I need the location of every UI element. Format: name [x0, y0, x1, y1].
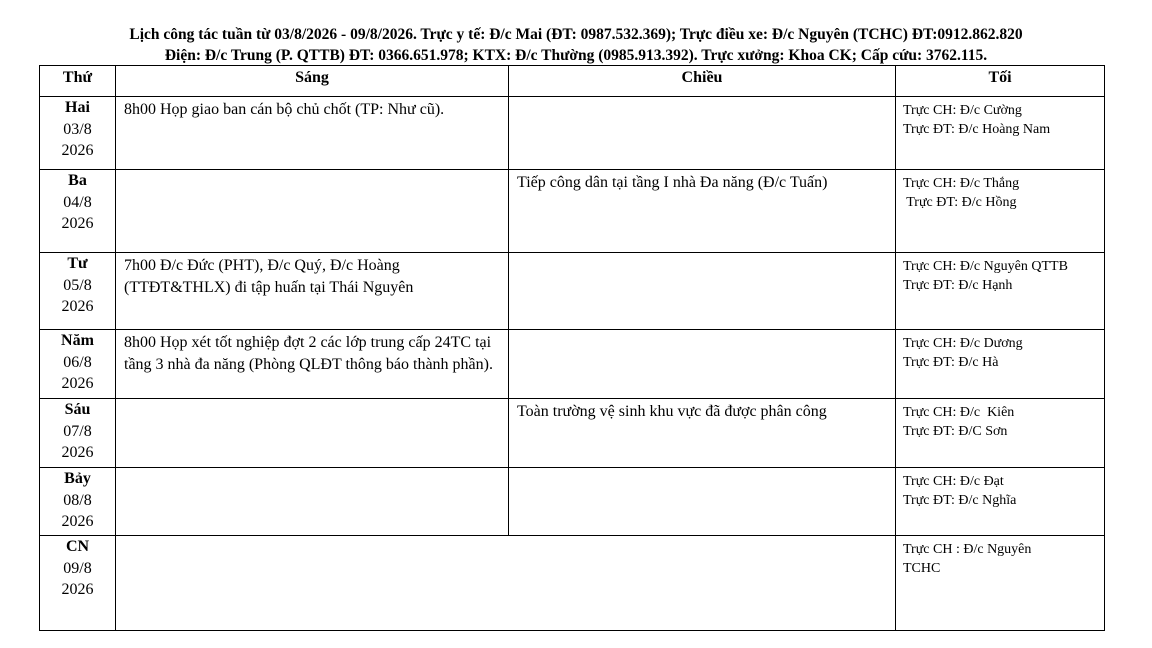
day-name: Ba — [68, 172, 87, 189]
morning-cell — [116, 399, 509, 468]
table-row — [40, 253, 1105, 330]
day-date: 07/8 — [63, 422, 92, 440]
evening-cell — [896, 468, 1105, 536]
evening-duty-command: Trực CH : Đ/c Nguyên — [903, 542, 1032, 557]
day-year: 2026 — [61, 215, 94, 232]
table-header-row — [40, 66, 1105, 97]
day-date: 05/8 — [63, 276, 92, 294]
table-row — [40, 399, 1105, 468]
day-date: 06/8 — [63, 353, 92, 371]
afternoon-cell — [509, 330, 896, 399]
column-header-day: Thứ — [40, 66, 116, 97]
afternoon-cell — [509, 253, 896, 330]
weekly-schedule-table — [39, 65, 1105, 631]
day-date: 09/8 — [63, 559, 92, 577]
day-date: 03/8 — [63, 120, 92, 138]
day-cell — [40, 399, 116, 468]
table-row — [40, 97, 1105, 170]
evening-cell — [896, 253, 1105, 330]
day-cell — [40, 97, 116, 170]
morning-afternoon-merged-cell — [116, 536, 896, 631]
morning-cell: 7h00 Đ/c Đức (PHT), Đ/c Quý, Đ/c Hoàng (TTĐT&THLX) đi tập huấn tại Thái Nguyên — [116, 253, 509, 330]
day-cell — [40, 468, 116, 536]
afternoon-cell: Tiếp công dân tại tầng I nhà Đa năng (Đ/c Tuấn) — [509, 170, 896, 253]
morning-cell: 8h00 Họp xét tốt nghiệp đợt 2 các lớp trung cấp 24TC tại tầng 3 nhà đa năng (Phòng QLĐT thông báo thành phần). — [116, 330, 509, 399]
table-row — [40, 536, 1105, 631]
evening-cell — [896, 330, 1105, 399]
column-header-morning: Sáng — [116, 66, 509, 97]
evening-duty-command: Trực CH: Đ/c Đạt — [903, 474, 1004, 489]
day-name: Năm — [61, 332, 94, 349]
day-year: 2026 — [61, 375, 94, 392]
table-row — [40, 170, 1105, 253]
column-header-evening: Tối — [896, 66, 1105, 97]
table-row — [40, 330, 1105, 399]
day-date: 08/8 — [63, 491, 92, 509]
afternoon-cell — [509, 468, 896, 536]
evening-duty-phone: Trực ĐT: Đ/c Hà — [903, 355, 999, 370]
evening-duty-phone: Trực ĐT: Đ/c Hồng — [903, 195, 1017, 210]
evening-duty-phone: Trực ĐT: Đ/C Sơn — [903, 424, 1008, 439]
evening-duty-phone: Trực ĐT: Đ/c Nghĩa — [903, 493, 1017, 508]
day-name: CN — [65, 538, 90, 555]
evening-cell — [896, 170, 1105, 253]
day-name: Sáu — [64, 401, 91, 418]
header-line-1: Lịch công tác tuần từ 03/8/2026 - 09/8/2026. Trực y tế: Đ/c Mai (ĐT: 0987.532.369); Trực điều xe: Đ/c Nguyên (TCHC) ĐT:0912.862.820 — [129, 26, 1023, 43]
day-year: 2026 — [61, 513, 94, 530]
day-name: Bảy — [64, 470, 91, 487]
day-date: 04/8 — [63, 193, 92, 211]
day-cell — [40, 253, 116, 330]
day-year: 2026 — [61, 142, 94, 159]
day-cell — [40, 330, 116, 399]
day-year: 2026 — [61, 298, 94, 315]
day-year: 2026 — [61, 444, 94, 461]
evening-duty-command: Trực CH: Đ/c Kiên — [903, 405, 1015, 420]
day-cell — [40, 536, 116, 631]
table-row — [40, 468, 1105, 536]
evening-cell — [896, 536, 1105, 631]
morning-cell — [116, 468, 509, 536]
evening-duty-command: Trực CH: Đ/c Cường — [903, 103, 1022, 118]
header-line-2: Điện: Đ/c Trung (P. QTTB) ĐT: 0366.651.978; KTX: Đ/c Thường (0985.913.392). Trực xưởng: Khoa CK; Cấp cứu: 3762.115. — [164, 47, 988, 64]
schedule-header — [0, 24, 1152, 66]
morning-cell: 8h00 Họp giao ban cán bộ chủ chốt (TP: Như cũ). — [116, 97, 509, 170]
column-header-afternoon: Chiều — [509, 66, 896, 97]
evening-cell — [896, 97, 1105, 170]
day-name: Tư — [67, 255, 88, 272]
evening-duty-phone: TCHC — [903, 561, 941, 576]
evening-cell — [896, 399, 1105, 468]
evening-duty-command: Trực CH: Đ/c Dương — [903, 336, 1023, 351]
day-name: Hai — [65, 99, 90, 116]
evening-duty-command: Trực CH: Đ/c Thắng — [903, 176, 1020, 191]
afternoon-cell — [509, 97, 896, 170]
evening-duty-phone: Trực ĐT: Đ/c Hoàng Nam — [903, 122, 1051, 137]
day-cell — [40, 170, 116, 253]
afternoon-cell: Toàn trường vệ sinh khu vực đã được phân công — [509, 399, 896, 468]
morning-cell — [116, 170, 509, 253]
evening-duty-phone: Trực ĐT: Đ/c Hạnh — [903, 278, 1013, 293]
day-year: 2026 — [61, 581, 94, 598]
evening-duty-command: Trực CH: Đ/c Nguyên QTTB — [903, 259, 1068, 274]
